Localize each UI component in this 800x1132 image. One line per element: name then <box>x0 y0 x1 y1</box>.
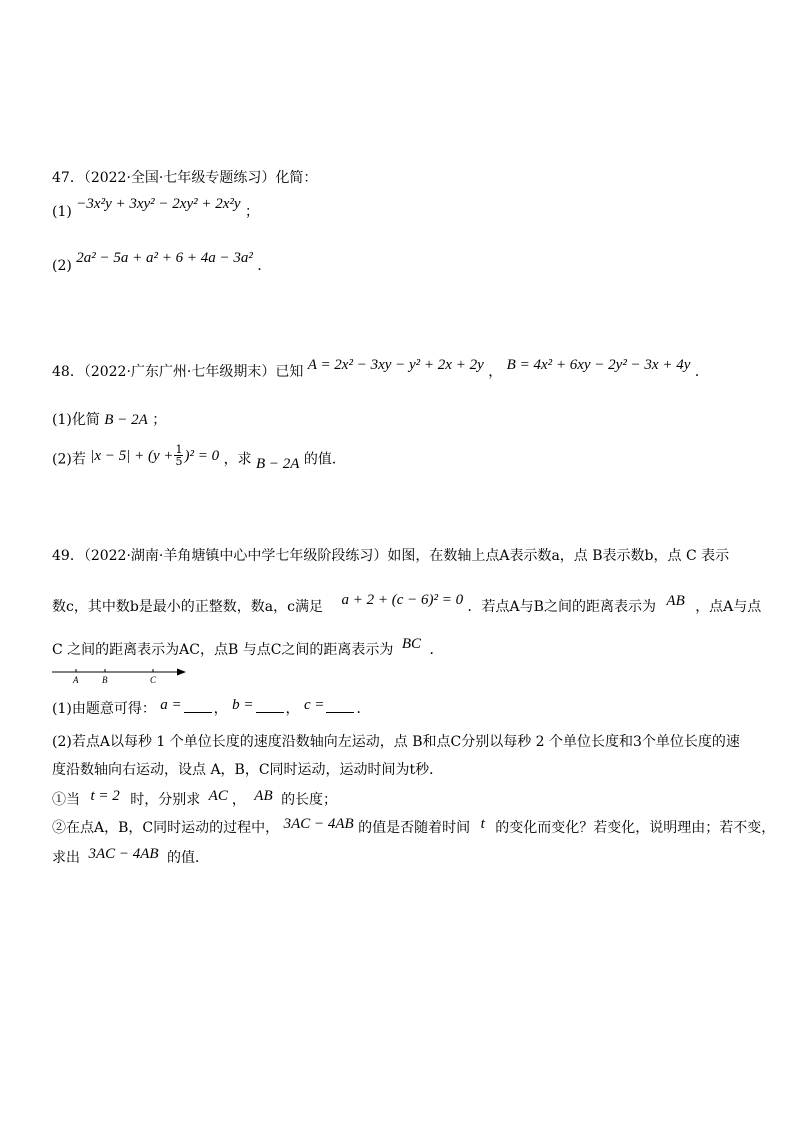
q49-subquestion-1 <box>52 790 337 810</box>
q48-part2-end: 的值． <box>303 451 346 468</box>
q47-part1-expression: −3x²y + 3xy² − 2xy² + 2x²y <box>76 196 241 212</box>
q49-subquestion-2 <box>52 818 775 838</box>
q49-blank-c <box>326 698 354 713</box>
q49-part1-end: ． <box>356 701 371 717</box>
q49-line1: 49．（2022·湖南·羊角塘镇中心中学七年级阶段练习）如图，在数轴上点A表示数a，点 B表示数b，点 C 表示 <box>52 548 730 564</box>
q48-part2-condition-left: |x − 5| + (y + <box>90 447 174 464</box>
q47-part2-label: (2) <box>52 258 72 274</box>
q47-part1-label: (1) <box>52 204 72 220</box>
q49-s2-line2-expression: 3AC − 4AB <box>88 846 159 862</box>
q49-comma-1: ， <box>213 701 228 717</box>
number-line-figure <box>50 664 190 686</box>
q49-var-b: b = <box>232 697 254 713</box>
q48-part2-mid: ，求 <box>223 451 252 468</box>
q47-part1 <box>52 196 259 222</box>
q49-s1-text-b: 时，分别求 <box>130 792 201 808</box>
q49-line2-text-b: ．若点A与B之间的距离表示为 <box>467 599 656 615</box>
q48-part1-expression: B − 2A <box>104 412 148 428</box>
q48-part2-label: (2)若 <box>52 451 86 468</box>
q48-part1-end: ； <box>152 412 167 428</box>
q48-part2 <box>52 443 346 472</box>
q47-part2-end: ． <box>257 258 272 274</box>
q49-blank-b <box>256 698 284 713</box>
q48-stem <box>52 357 709 382</box>
q49-s1-ab: AB <box>254 788 273 804</box>
q49-comma-2: ， <box>285 701 300 717</box>
q48-fraction-denominator: 5 <box>175 455 183 468</box>
q48-fraction-numerator: 1 <box>175 443 183 456</box>
q48-part2-expression: B − 2A <box>256 455 300 472</box>
number-line-arrow <box>177 669 186 676</box>
q49-part1 <box>52 698 370 719</box>
q48-separator: ， <box>488 364 503 380</box>
q49-line3 <box>52 636 444 660</box>
q49-s2-text-a: ②在点A，B，C同时运动的过程中， <box>52 820 280 836</box>
q48-end: ． <box>694 364 709 380</box>
q48-part2-fraction <box>174 444 183 467</box>
q49-ab-symbol: AB <box>666 593 685 609</box>
q49-s1-text-d: 的长度； <box>281 792 338 808</box>
axis-label-b: B <box>102 675 108 685</box>
q49-s1-ac: AC <box>208 788 228 804</box>
q47-part2 <box>52 250 272 276</box>
q49-s2-expression: 3AC − 4AB <box>283 816 354 832</box>
axis-label-a: A <box>73 675 79 685</box>
q49-s1-time: t = 2 <box>90 788 120 804</box>
q49-s1-comma: ， <box>231 792 246 808</box>
q49-var-a: a = <box>160 697 182 713</box>
q47-part1-end: ； <box>245 204 259 220</box>
q49-blank-a <box>184 698 212 713</box>
q49-s2-time: t <box>480 816 485 832</box>
q49-bc-symbol: BC <box>401 636 422 652</box>
q49-s2-line2-text-a: 求出 <box>52 850 80 866</box>
q49-condition-expression: a + 2 + (c − 6)² = 0 <box>341 592 464 608</box>
q49-line2-text-c: ，点A与点 <box>695 599 762 615</box>
axis-label-c: C <box>150 675 157 685</box>
q48-expression-b: B = 4x² + 6xy − 2y² − 3x + 4y <box>506 357 691 373</box>
q49-var-c: c = <box>303 697 325 713</box>
q49-s2-text-b: 的值是否随着时间 <box>358 820 471 836</box>
q49-line3-end: ． <box>429 642 444 658</box>
q49-s1-text-a: ①当 <box>52 792 80 808</box>
q49-line2-text-a: 数c，其中数b是最小的正整数，数a，c满足 <box>52 599 323 615</box>
q47-part2-expression: 2a² − 5a + a² + 6 + 4a − 3a² <box>76 250 253 266</box>
q49-line3-text: C 之间的距离表示为AC，点B 与点C之间的距离表示为 <box>52 642 394 658</box>
q48-expression-a: A = 2x² − 3xy − y² + 2x + 2y <box>307 357 484 373</box>
q49-part1-text: (1)由题意可得： <box>52 701 156 717</box>
q48-part1-label: (1)化简 <box>52 412 100 428</box>
q49-subquestion-2-line2 <box>52 848 209 868</box>
q47-header: 47．（2022·全国·七年级专题练习）化简： <box>52 170 318 186</box>
q48-part1 <box>52 410 166 430</box>
q49-s2-text-c: 的变化而变化？若变化，说明理由；若不变， <box>495 820 776 836</box>
q49-line2 <box>52 592 762 617</box>
q48-header: 48．（2022·广东广州·七年级期末）已知 <box>52 364 304 380</box>
q49-s2-line2-text-b: 的值． <box>167 850 210 866</box>
q49-part2-line2: 度沿数轴向右运动，设点 A，B，C同时运动，运动时间为t秒． <box>52 762 444 778</box>
q49-part2-line1: (2)若点A以每秒 1 个单位长度的速度沿数轴向左运动，点 B和点C分别以每秒 2 个单位长度和3个单位长度的速 <box>52 734 740 750</box>
q48-part2-condition-right: )² = 0 <box>184 447 220 464</box>
